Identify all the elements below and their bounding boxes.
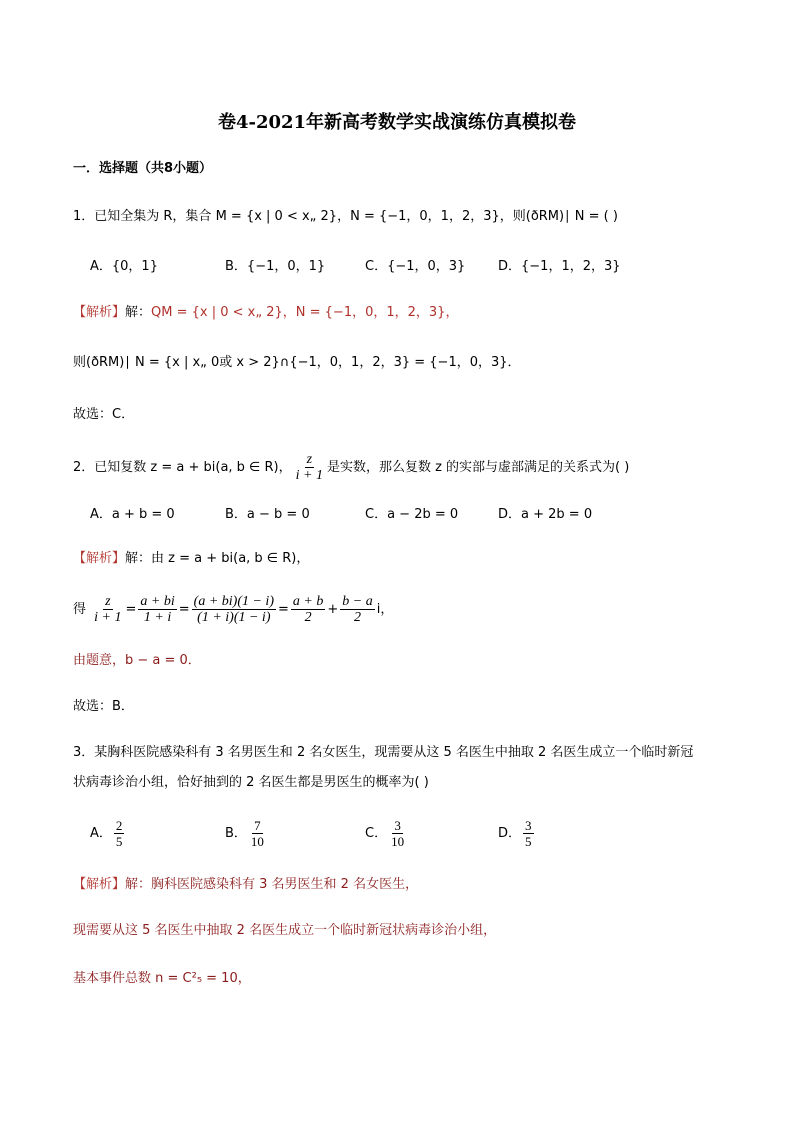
- q1-analysis-1: 【解析】解：QM = {x | 0 < x„ 2}，N = {−1，0，1，2，3}，: [73, 305, 459, 320]
- q1-stem: 1．已知全集为 R，集合 M = {x | 0 < x„ 2}，N = {−1，0，1，2，3}，则(ðRM)∣ N = ( ): [73, 209, 618, 224]
- q2-analysis-1: 【解析】解：由 z = a + bi(a, b ∈ R)，: [73, 551, 310, 566]
- q3-option-a: A． $\frac{2}{5}$: [90, 818, 123, 849]
- q2-stem-fraction: $\frac{z}{i + 1}$: [295, 452, 323, 483]
- q3-option-b: B． $\frac{7}{10}$: [225, 818, 264, 849]
- q3-option-c: C． $\frac{3}{10}$: [365, 818, 405, 849]
- q1-option-a: A．{0，1}: [90, 259, 158, 274]
- q3-analysis-3: 基本事件总数 n = C²₅ = 10，: [73, 971, 251, 986]
- q3-analysis-1: 【解析】解：胸科医院感染科有 3 名男医生和 2 名女医生，: [73, 877, 419, 892]
- q2-derivation: 得 $\frac{z}{i + 1}$ = $\frac{a + bi}{1 + i}$ = $\frac{(a + bi)(1 - i)}{(1 + i)(1 - i)}$ = $\frac{a + b}{2}$ + $\frac{b - a}{2}$ i，: [73, 594, 394, 625]
- q1-analysis-2: 则(ðRM)∣ N = {x | x„ 0或 x > 2}∩{−1，0，1，2，3} = {−1，0，3}．: [73, 355, 521, 370]
- section-heading: 一．选择题（共8小题）: [73, 161, 213, 176]
- q1-answer: 故选：C．: [73, 407, 135, 422]
- q1-option-b: B．{−1，0，1}: [225, 259, 326, 274]
- q3-stem-1: 3．某胸科医院感染科有 3 名男医生和 2 名女医生，现需要从这 5 名医生中抽取 2 名医生成立一个临时新冠: [73, 745, 694, 760]
- page-title: 卷4-2021年新高考数学实战演练仿真模拟卷: [217, 112, 577, 133]
- q1-option-c: C．{−1，0，3}: [365, 259, 466, 274]
- q2-answer: 故选：B．: [73, 699, 134, 714]
- analysis-tag: 【解析】: [73, 305, 126, 320]
- q3-option-d: D． $\frac{3}{5}$: [498, 818, 532, 849]
- q1-option-d: D．{−1，1，2，3}: [498, 259, 621, 274]
- q3-stem-2: 状病毒诊治小组，恰好抽到的 2 名医生都是男医生的概率为( ): [73, 775, 429, 790]
- q2-option-a: A．a + b = 0: [90, 507, 175, 522]
- q2-option-b: B．a − b = 0: [225, 507, 310, 522]
- q2-analysis-3: 由题意，b − a = 0．: [73, 653, 201, 668]
- q2-option-c: C．a − 2b = 0: [365, 507, 459, 522]
- q2-option-d: D．a + 2b = 0: [498, 507, 593, 522]
- q2-stem: 2．已知复数 z = a + bi(a, b ∈ R)， $\frac{z}{i + 1}$ 是实数，那么复数 z 的实部与虚部满足的关系式为( ): [73, 452, 630, 483]
- q3-analysis-2: 现需要从这 5 名医生中抽取 2 名医生成立一个临时新冠状病毒诊治小组，: [73, 923, 497, 938]
